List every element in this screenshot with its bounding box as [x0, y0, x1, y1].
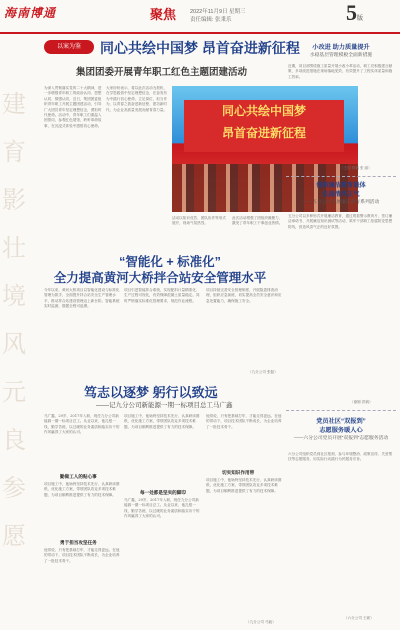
masthead — [0, 0, 400, 34]
decor-char: 育 — [2, 138, 26, 166]
article2-credit: （九分公司 张磊） — [248, 370, 278, 374]
article1-badge: 以案为鉴 — [44, 40, 94, 54]
article3-body-col2b: 马广鑫，29岁，2017年入职，现任九分公司新能源一期一标项目总工。从业以来，他扎根一线，勤学苦练，以过硬的业务素质和踏实肯干的作风赢得了大家的认可。 — [124, 498, 200, 519]
article1-body-col3: 活动以知识竞答、团队协作等形式展开，现场气氛热烈。 — [172, 216, 226, 226]
section-title: 聚焦 — [150, 7, 177, 22]
article3-body-col1c: 他常说，只有把基础打牢，才能走得更远。在他的带动下，项目技术团队不断成长，为企业培养了一批技术骨干。 — [44, 548, 120, 563]
article2-body-col2: 项目引进智能拌合系统，实现配料计量精准化、生产过程可视化，有效保障混凝土质量稳定。同时严格落实标准化管理要求，规范作业流程。 — [124, 288, 200, 303]
sidebar-item2-subtitle: ——五分公司开展廉洁教育系列活动 — [302, 200, 380, 205]
sidebar-divider — [286, 410, 396, 411]
sidebar-item3-subtitle: ——六分公司党员开展“双报到”志愿服务活动 — [293, 436, 389, 441]
article1-headline — [44, 38, 300, 64]
article3-subhead-c: 每一处都是坚实的脚印 — [140, 490, 186, 495]
sidebar-item3-title: 党员社区“双报到” — [316, 418, 366, 425]
article3-subhead-b: 勇于担当攻坚任务 — [60, 540, 97, 545]
decor-char: 元 — [2, 378, 26, 406]
article3-body-col1b: 项目施工中，他始终坚持技术先行，认真研读图纸，优化施工方案，带领团队攻克多项技术难题，为项目顺利推进提供了有力的技术保障。 — [44, 482, 120, 497]
decor-char: 建 — [2, 90, 26, 118]
decor-char: 参 — [2, 474, 26, 502]
sidebar-item2-credit: （谢刚 供稿） — [350, 400, 373, 404]
sidebar-item3-credit: （六分公司 王硕） — [344, 616, 374, 620]
sidebar-item1-subtitle: 水稳基层管理模板全面新措施 — [309, 53, 373, 58]
article3-subhead-a: 勤做工人的贴心事 — [60, 474, 97, 479]
vertical-decor — [0, 80, 28, 628]
sidebar-item1-credit: （王钊 供稿 张 丽） — [340, 166, 372, 170]
page-number — [346, 0, 363, 26]
editor-credit: 责任编辑: 张秉乐 — [190, 17, 232, 23]
photo-banner-line1: 同心共绘中国梦 — [221, 104, 306, 118]
article3-subhead-d: 切实知识作用带 — [222, 470, 255, 475]
decor-char: 风 — [2, 330, 26, 358]
article2-body-col1: 今年以来，黄河大桥项目以智能化建设与标准化管理为抓手，全面提升拌合站安全生产管理水平，推动拌合站建设管理迈上新台阶。智能系统实时监测，数据全程可追溯。 — [44, 288, 120, 309]
article3-body-col2: 项目施工中，他始终坚持技术先行，认真研读图纸，优化施工方案，带领团队攻克多项技术难题，为项目顺利推进提供了有力的技术保障。 — [124, 414, 200, 429]
issue-date: 2022年11月9日 星期三 — [190, 9, 246, 15]
decor-char: 境 — [2, 282, 26, 310]
newspaper-logo: 海南博通 — [4, 6, 57, 20]
sidebar-item2-title: 创新廉洁教育载体 — [316, 182, 366, 189]
sidebar-item2-title2: 弘扬清风正气 — [322, 191, 360, 198]
article3-title: 笃志以逐梦 躬行以致远 — [84, 385, 218, 400]
article3-body-col1: 马广鑫，29岁，2017年入职，现任九分公司新能源一期一标项目总工。从业以来，他扎根一线，勤学苦练，以过硬的业务素质和踏实肯干的作风赢得了大家的认可。 — [44, 414, 120, 435]
page-number-suffix: 版 — [357, 16, 364, 22]
decor-char: 影 — [2, 186, 26, 214]
sidebar-item1-title: 小改进 助力质量提升 — [312, 44, 370, 51]
article1-body-col4: 此次活动增强了团组织凝聚力，激发了青年职工干事创业热情。 — [232, 216, 283, 226]
date-block — [190, 8, 246, 24]
sidebar-item1-body: 近期，项目部围绕施工质量开展小改小革活动，职工们积极建言献策，多项改进措施在现场落地见效，有效提升了工程实体质量和施工效率。 — [288, 64, 393, 79]
sidebar-item3-body: 六分公司组织党员到社区报到，参与环境整治、政策宣传、关爱帮扶等志愿服务，用实际行动践行为民服务宗旨。 — [288, 452, 393, 462]
photo-banner-line2: 昂首奋进新征程 — [221, 126, 306, 140]
decor-char: 壮 — [2, 234, 26, 262]
article1-subtitle: 集团团委开展青年职工红色主题团建活动 — [76, 67, 248, 78]
article1-title: 同心共绘中国梦 昂首奋进新征程 — [100, 40, 300, 56]
decor-char: 良 — [2, 426, 26, 454]
sidebar-item3-title2: 志愿服务暖人心 — [319, 427, 363, 434]
sidebar-divider — [286, 176, 396, 177]
sidebar-item2-body: 五分公司以多种形式开展廉洁教育，通过观看警示教育片、签订廉洁承诺书、开展廉洁知识测试等活动，筑牢干部职工拒腐防变思想防线，营造风清气正的良好氛围。 — [288, 214, 393, 229]
sidebar — [286, 42, 396, 628]
article3-body-col3b: 项目施工中，他始终坚持技术先行，认真研读图纸，优化施工方案，带领团队攻克多项技术难题，为项目顺利推进提供了有力的技术保障。 — [206, 478, 282, 493]
article2-title-line1: “智能化 + 标准化” — [119, 255, 221, 269]
article2-body-col3: 项目持续完善安全管理制度，开展隐患排查治理，组织应急演练，切实提高全员安全意识和应急处置能力，确保施工安全。 — [206, 288, 282, 303]
article3-body-col3: 他常说，只有把基础打牢，才能走得更远。在他的带动下，项目技术团队不断成长，为企业培养了一批技术骨干。 — [206, 414, 282, 429]
page-number-value: 5 — [346, 0, 357, 25]
article2-title-line2: 全力提高黄河大桥拌合站安全管理水平 — [53, 271, 267, 285]
decor-char: 愿 — [2, 522, 26, 550]
article1-body-col1: 为深入贯彻落实党的二十大精神，进一步增强青年职工的政治认同、思想认同、情感认同，近日，集团团委组织青年职工开展主题团建活动，引导广大团员青年坚定理想信念，勇担时代使命。活动中，青年职工们重温入团誓词，参观红色展馆，聆听革命故事，在沉浸式体验中感悟初心使命。 — [44, 86, 102, 128]
article3-credit: （九分公司 马毅） — [246, 620, 276, 624]
article1-body-col2: 大家纷纷表示，将以此次活动为契机，在学思践悟中坚定理想信念，在奋发有为中践行初心使命，立足岗位、担当作为，以青春之我奋进新征程、建功新时代，为企业高质量发展贡献青春力量。 — [106, 86, 168, 112]
article3-subtitle: ——记九分公司新能源一期一标项目总工马广鑫 — [96, 402, 233, 409]
